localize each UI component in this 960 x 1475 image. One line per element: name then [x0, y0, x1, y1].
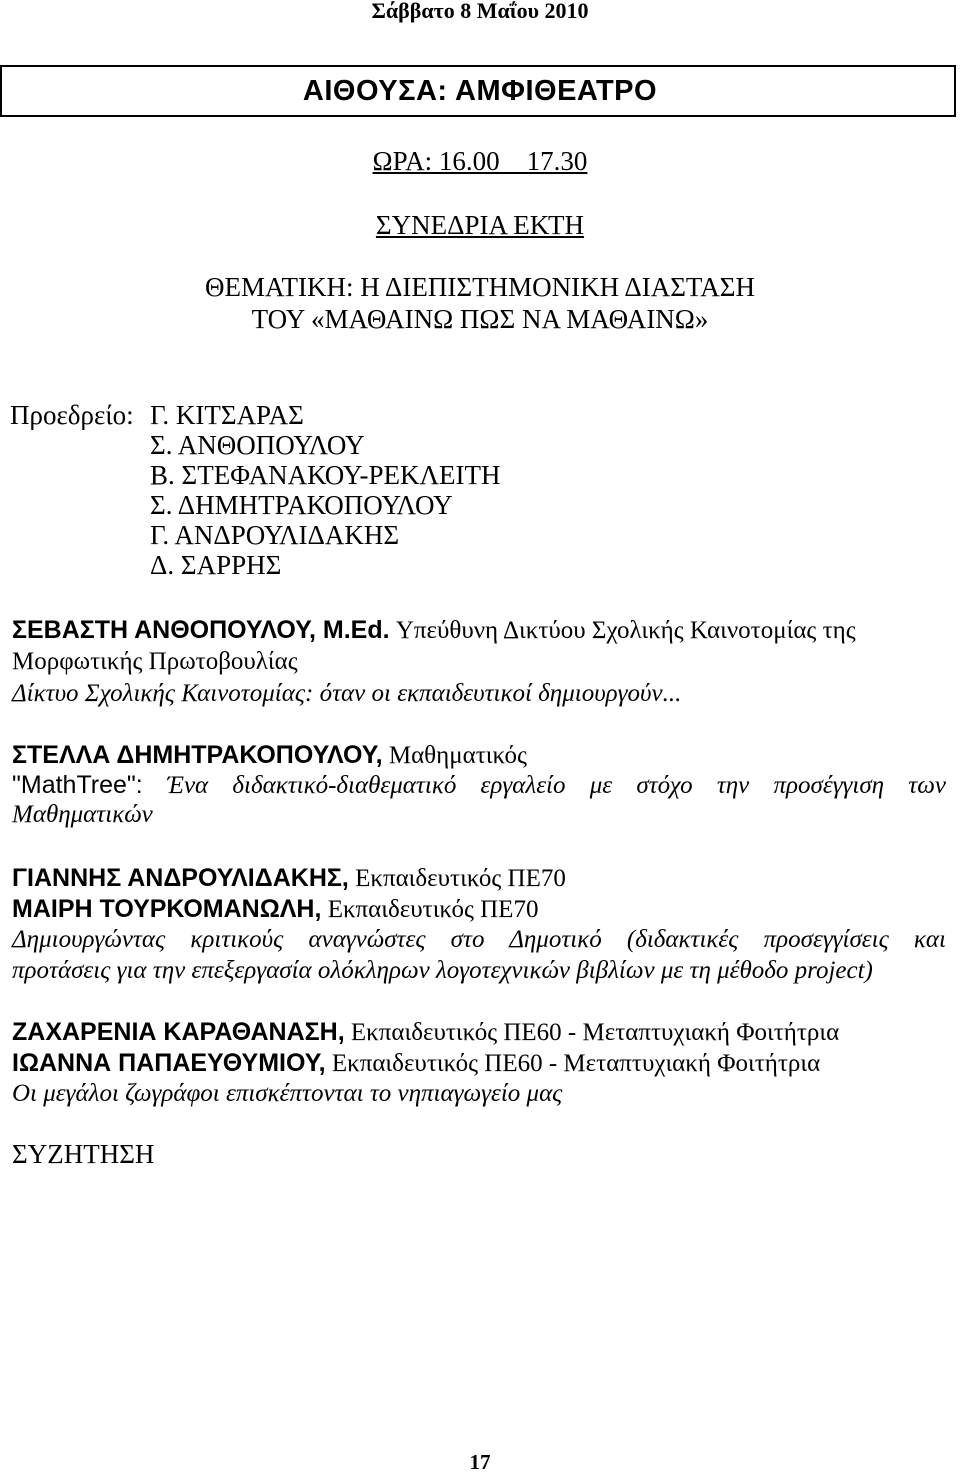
author-role: Εκπαιδευτικός ΠΕ70 — [321, 896, 539, 923]
session-title: ΣΥΝΕΔΡΙΑ ΕΚΤΗ — [375, 210, 585, 240]
presentation-4-author-line — [12, 1018, 839, 1047]
presentation-3-author-line — [12, 864, 566, 893]
discussion-label: ΣΥΖΗΤΗΣΗ — [12, 1139, 155, 1169]
hall-title: ΑΙΘΟΥΣΑ: ΑΜΦΙΘΕΑΤΡΟ — [302, 75, 658, 107]
presentation-title: Δίκτυο Σχολικής Καινοτομίας: όταν οι εκπαιδευτικοί δημιουργούν... — [12, 680, 682, 707]
presentation-3-author-line-2 — [12, 895, 538, 924]
author-name: ΙΩΑΝΝΑ ΠΑΠΑΕΥΘΥΜΙΟΥ, — [12, 1049, 326, 1077]
page-date: Σάββατο 8 Μαΐου 2010 — [371, 0, 589, 23]
presentation-title: Δημιουργώντας κριτικούς αναγνώστες στο Δημοτικό (διδακτικές προσεγγίσεις και — [12, 926, 946, 953]
author-role-continued: Μορφωτικής Πρωτοβουλίας — [12, 648, 298, 675]
presentation-title-line — [12, 771, 946, 800]
title-text: Ένα διδακτικό-διαθεματικό εργαλείο με στόχο την προσέγγιση των — [142, 772, 946, 799]
theme-line-2: ΤΟΥ «ΜΑΘΑΙΝΩ ΠΩΣ ΝΑ ΜΑΘΑΙΝΩ» — [251, 304, 709, 334]
chair-member: Γ. ΚΙΤΣΑΡΑΣ — [150, 400, 304, 430]
author-role: Υπεύθυνη Δικτύου Σχολικής Καινοτομίας της — [389, 617, 856, 644]
session-time: ΩΡΑ: 16.00 _ 17.30 — [372, 146, 588, 176]
presentation-1-author-line — [12, 616, 856, 645]
author-name: ΖΑΧΑΡΕΝΙΑ ΚΑΡΑΘΑΝΑΣΗ, — [12, 1018, 345, 1046]
theme-line-1: ΘΕΜΑΤΙΚΗ: Η ΔΙΕΠΙΣΤΗΜΟΝΙΚΗ ΔΙΑΣΤΑΣΗ — [205, 272, 755, 302]
chair-label: Προεδρείο: — [10, 400, 134, 430]
chair-member: Σ. ΑΝΘΟΠΟΥΛΟΥ — [150, 430, 365, 460]
presentation-title: προτάσεις για την επεξεργασία ολόκληρων λογοτεχνικών βιβλίων με τη μέθοδο project) — [12, 957, 873, 984]
author-role: Εκπαιδευτικός ΠΕ60 - Μεταπτυχιακή Φοιτήτρια — [344, 1019, 840, 1046]
chair-member: Σ. ΔΗΜΗΤΡΑΚΟΠΟΥΛΟΥ — [150, 490, 453, 520]
author-role: Μαθηματικός — [382, 742, 527, 769]
author-role: Εκπαιδευτικός ΠΕ60 - Μεταπτυχιακή Φοιτήτρια — [325, 1050, 821, 1077]
presentation-2-author-line — [12, 741, 527, 770]
presentation-title: Οι μεγάλοι ζωγράφοι επισκέπτονται το νηπιαγωγείο μας — [12, 1080, 563, 1107]
author-name: ΜΑΙΡΗ ΤΟΥΡΚΟΜΑΝΩΛΗ, — [12, 895, 322, 923]
presentation-title: Μαθηματικών — [12, 801, 153, 828]
author-name: ΣΕΒΑΣΤΗ ΑΝΘΟΠΟΥΛΟΥ, Μ.Εd. — [12, 616, 390, 644]
chair-member: Β. ΣΤΕΦΑΝΑΚΟΥ-ΡΕΚΛΕΙΤΗ — [150, 460, 501, 490]
author-name: ΣΤΕΛΛΑ ΔΗΜΗΤΡΑΚΟΠΟΥΛΟΥ, — [12, 741, 383, 769]
presentation-4-author-line-2 — [12, 1049, 820, 1078]
author-role: Εκπαιδευτικός ΠΕ70 — [348, 865, 566, 892]
page-number: 17 — [469, 1450, 491, 1474]
chair-member: Γ. ΑΝΔΡΟΥΛΙΔΑΚΗΣ — [150, 520, 400, 550]
title-prefix: "MathTree": — [12, 771, 143, 799]
author-name: ΓΙΑΝΝΗΣ ΑΝΔΡΟΥΛΙΔΑΚΗΣ, — [12, 864, 349, 892]
chair-member: Δ. ΣΑΡΡΗΣ — [150, 550, 282, 580]
